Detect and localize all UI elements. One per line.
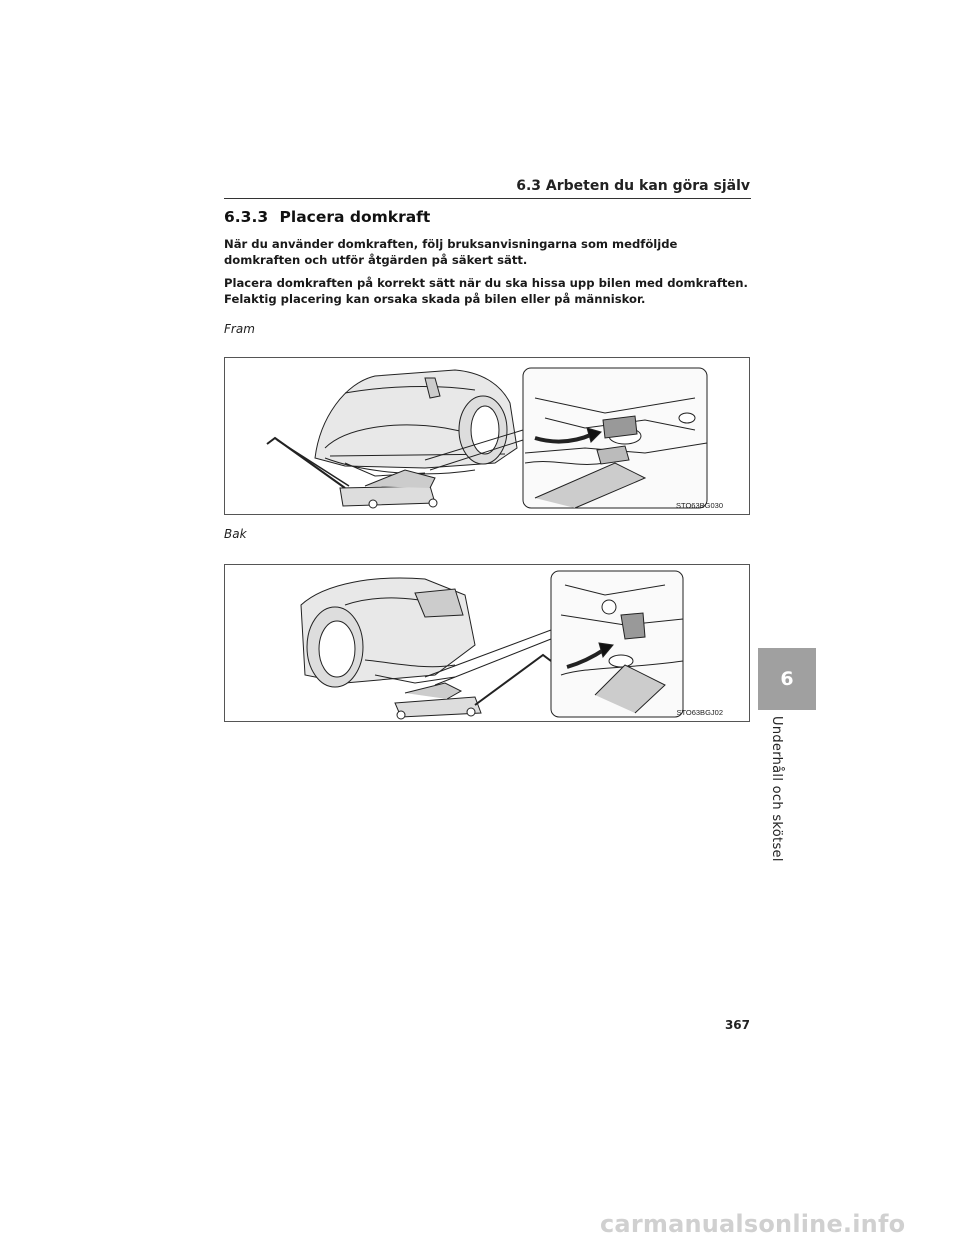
figure-label-rear: Bak bbox=[224, 527, 247, 541]
paragraph-warning: Placera domkraften på korrekt sätt när du ska hissa upp bilen med domkraften. Felaktig placering kan orsaka skada på bilen eller på människor. bbox=[224, 276, 748, 306]
running-head: 6.3 Arbeten du kan göra själv bbox=[516, 178, 750, 194]
paragraph-instructions: När du använder domkraften, följ bruksanvisningarna som medföljde domkraften och utför åtgärden på säkert sätt. bbox=[224, 237, 678, 267]
section-number: 6.3.3 bbox=[224, 208, 269, 226]
chapter-title: Underhåll och skötsel bbox=[769, 716, 784, 862]
page-number: 367 bbox=[724, 1018, 750, 1032]
figure-label-front: Fram bbox=[224, 322, 255, 336]
header-rule bbox=[224, 198, 751, 199]
figure-code-front: STO63BG030 bbox=[676, 501, 723, 510]
figure-rear-jack-point bbox=[224, 564, 750, 722]
watermark: carmanualsonline.info bbox=[600, 1210, 906, 1238]
figure-code-rear: STO63BGJ02 bbox=[676, 708, 723, 717]
front-jack-illustration bbox=[225, 358, 751, 516]
chapter-tab: 6 bbox=[758, 648, 816, 710]
section-heading: Placera domkraft bbox=[279, 208, 431, 226]
section-title bbox=[224, 208, 430, 226]
figure-front-jack-point bbox=[224, 357, 750, 515]
rear-jack-illustration bbox=[225, 565, 751, 723]
